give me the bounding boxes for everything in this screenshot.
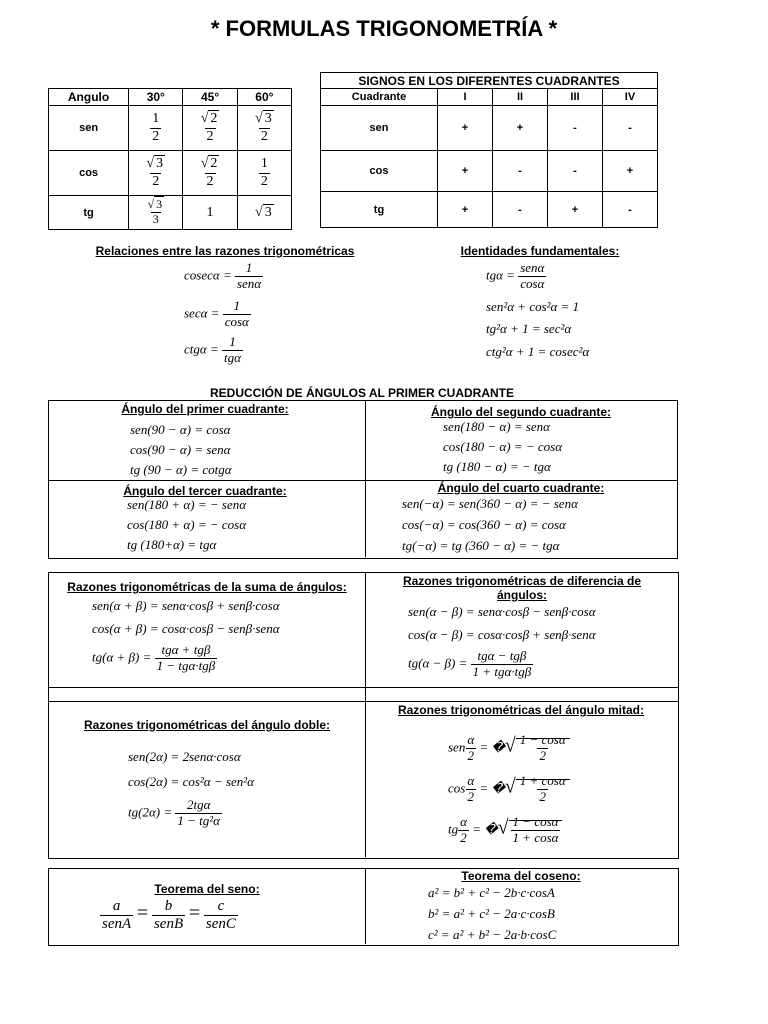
diff-cos-formula: cos(α − β) = cosα·cosβ + senβ·senα [408,627,596,642]
sign-cell: - [603,192,658,228]
sine-law-senC: senC [205,916,236,933]
sign-cell: - [603,106,658,151]
cosec-lhs: cosecα = [184,267,232,283]
tg-identity-lhs: tgα = [486,267,515,283]
tangent-identity: tg²α + 1 = sec²α [486,321,572,336]
sine-law-c: c [217,898,225,914]
double-title: Razones trigonométricas del ángulo doble: [83,718,331,732]
half-tg-eq: = � [472,821,498,837]
q4-title: Ángulo del cuarto cuadrante: [437,481,605,495]
signs-caption: SIGNOS EN LOS DIFERENTES CUADRANTES [321,73,658,89]
tg-identity [486,261,546,292]
sum-tg-num: tgα + tgβ [161,642,211,657]
sine-law-a: a [112,898,121,914]
diff-sen-formula: sen(α − β) = senα·cosβ − senβ·cosα [408,604,596,619]
row-label-cos: cos [49,151,129,196]
q2-formula-1: sen(180 − α) = senα [443,419,551,434]
double-tg-formula [128,798,222,829]
sum-title: Razones trigonométricas de la suma de ángulos: [67,580,347,594]
cos-30-cell: $\frac{√ 3}{2}$ [129,151,183,196]
cosec-formula [184,261,263,292]
half-tg-alpha: α [460,814,467,829]
sign-cell: + [493,106,548,151]
cotangent-identity: ctg²α + 1 = cosec²α [486,344,590,359]
signs-header-cuadrante: Cuadrante [321,89,438,106]
cosec-num: 1 [245,260,253,275]
diff-title: Razones trigonométricas de diferencia de ángulos: [402,574,642,602]
tg-identity-num: senα [520,260,545,275]
sum-tg-formula [92,643,217,674]
sine-law-b: b [164,898,173,914]
half-sen-num: 1 − cosα [519,732,566,747]
half-tg-fn: tg [448,821,459,837]
sign-cell: - [493,151,548,192]
half-sen-fn: sen [448,739,466,755]
diff-tg-formula [408,649,533,680]
sec-formula [184,299,251,330]
sen-45-cell: $\frac{√ 2}{2}$ [183,106,237,151]
ctg-lhs: ctgα = [184,341,219,357]
sign-cell: - [493,192,548,228]
tg-identity-den: cosα [520,275,545,291]
sign-cell: + [603,151,658,192]
signs-row-label: cos [321,151,438,192]
sen-30-cell: $\frac{1}{2}$ [129,106,183,151]
relations-title: Relaciones entre las razones trigonométricas [95,244,355,258]
cos-60-cell: $\frac{1}{2}$ [237,151,291,196]
half-title: Razones trigonométricas del ángulo mitad: [397,703,645,717]
sine-law-senA: senA [102,916,132,933]
signs-header-iii: III [548,89,603,106]
cosec-den: senα [236,275,262,291]
half-cos-two: 2 [467,788,474,804]
q1-formula-2: cos(90 − α) = senα [130,442,231,457]
half-sen-alpha: α [467,732,475,747]
double-tg-num: 2tgα [186,797,211,812]
half-sen-den: 2 [539,747,546,763]
row-label-sen: sen [49,106,129,151]
sum-cos-formula: cos(α + β) = cosα·cosβ − senβ·senα [92,621,280,636]
sign-cell: - [548,106,603,151]
sine-law-eq-2: = [188,902,201,925]
sec-num: 1 [233,298,241,313]
sen-60-cell: $\frac{√ 3}{2}$ [237,106,291,151]
angles-header-45: 45° [183,89,237,106]
q3-formula-2: cos(180 + α) = − cosα [127,517,247,532]
angles-header-angulo: Angulo [49,89,129,106]
half-cos-alpha: α [467,773,475,788]
ctg-num: 1 [229,334,236,349]
sec-den: cosα [224,313,249,329]
q4-formula-3: tg(−α) = tg (360 − α) = − tgα [402,538,560,553]
half-sen-two: 2 [467,747,474,763]
signs-header-ii: II [493,89,548,106]
signs-row-label: sen [321,106,438,151]
sine-law-eq-1: = [136,902,149,925]
q4-formula-1: sen(−α) = sen(360 − α) = − senα [402,496,578,511]
table-row [321,106,658,151]
q3-formula-1: sen(180 + α) = − senα [127,497,247,512]
half-tg-num: 1 − cosα [512,814,559,829]
half-cos-formula: cos $\frac{\alpha}{2}$ = �√ $\frac{1 + \cos\alpha}{2}$ [448,774,570,805]
q2-formula-2: cos(180 − α) = − cosα [443,439,563,454]
angles-header-60: 60° [237,89,291,106]
double-sen-formula: sen(2α) = 2senα·cosα [128,749,241,764]
sine-law-title: Teorema del seno: [154,882,260,896]
sign-cell: + [438,151,493,192]
sign-cell: + [438,106,493,151]
sum-tg-lhs: tg(α + β) = [92,649,152,665]
q4-formula-2: cos(−α) = cos(360 − α) = cosα [402,517,566,532]
half-cos-eq: = � [479,780,505,796]
half-sen-eq: = � [479,739,505,755]
q2-title: Ángulo del segundo cuadrante: [430,405,611,419]
diff-tg-num: tgα − tgβ [477,648,527,663]
signs-header-i: I [438,89,493,106]
half-tg-den: 1 + cosα [512,829,559,845]
tg-60-cell: √ 3 [237,196,291,230]
ctg-den: tgα [223,349,241,365]
double-tg-den: 1 − tg²α [177,812,220,828]
half-tg-two: 2 [460,829,467,845]
sum-sen-formula: sen(α + β) = senα·cosβ + senβ·cosα [92,598,280,613]
row-label-tg: tg [49,196,129,230]
half-cos-fn: cos [448,780,466,796]
ctg-formula [184,335,243,366]
half-cos-num: 1 + cosα [519,773,566,788]
tg-45-cell: 1 [183,196,237,230]
identities-title: Identidades fundamentales: [460,244,620,258]
table-row [49,196,292,230]
sec-lhs: secα = [184,305,220,321]
sign-cell: + [548,192,603,228]
q1-formula-1: sen(90 − α) = cosα [130,422,231,437]
table-row [49,151,292,196]
q1-formula-3: tg (90 − α) = cotgα [130,462,232,477]
cosine-law-title: Teorema del coseno: [461,869,581,883]
cosine-law-a: a² = b² + c² − 2b·c·cosA [428,885,555,900]
q3-title: Ángulo del tercer cuadrante: [123,484,287,498]
tg-30-cell: $\frac{√ 3}{3}$ [129,196,183,230]
sine-law-senB: senB [153,916,184,933]
signs-header-iv: IV [603,89,658,106]
cosine-law-c: c² = a² + b² − 2a·b·cosC [428,927,557,942]
double-tg-lhs: tg(2α) = [128,804,173,820]
page-title: * FORMULAS TRIGONOMETRÍA * [210,16,558,41]
sine-law-formula [100,898,238,934]
reduction-title: REDUCCIÓN DE ÁNGULOS AL PRIMER CUADRANTE [209,386,514,400]
signs-row-label: tg [321,192,438,228]
q2-formula-3: tg (180 − α) = − tgα [443,459,551,474]
cos-45-cell: $\frac{√ 2}{2}$ [183,151,237,196]
sign-cell: - [548,151,603,192]
table-row [49,106,292,151]
half-tg-formula: tg $\frac{\alpha}{2}$ = �√ $\frac{1 - \cos\alpha}{1 + \cos\alpha}$ [448,815,562,846]
pythagorean-identity: sen²α + cos²α = 1 [486,299,580,314]
angles-header-30: 30° [129,89,183,106]
q3-formula-3: tg (180+α) = tgα [127,537,217,552]
sum-tg-den: 1 − tgα·tgβ [156,657,216,673]
diff-tg-lhs: tg(α − β) = [408,655,468,671]
table-row [321,192,658,228]
diff-tg-den: 1 + tgα·tgβ [472,663,532,679]
q1-title: Ángulo del primer cuadrante: [121,402,289,416]
double-cos-formula: cos(2α) = cos²α − sen²α [128,774,254,789]
half-sen-formula: sen $\frac{\alpha}{2}$ = �√ $\frac{1 - \cos\alpha}{2}$ [448,733,570,764]
cosine-law-b: b² = a² + c² − 2a·c·cosB [428,906,555,921]
angles-table [48,88,292,230]
half-cos-den: 2 [539,788,546,804]
sign-cell: + [438,192,493,228]
signs-table [320,72,658,228]
table-row [321,151,658,192]
